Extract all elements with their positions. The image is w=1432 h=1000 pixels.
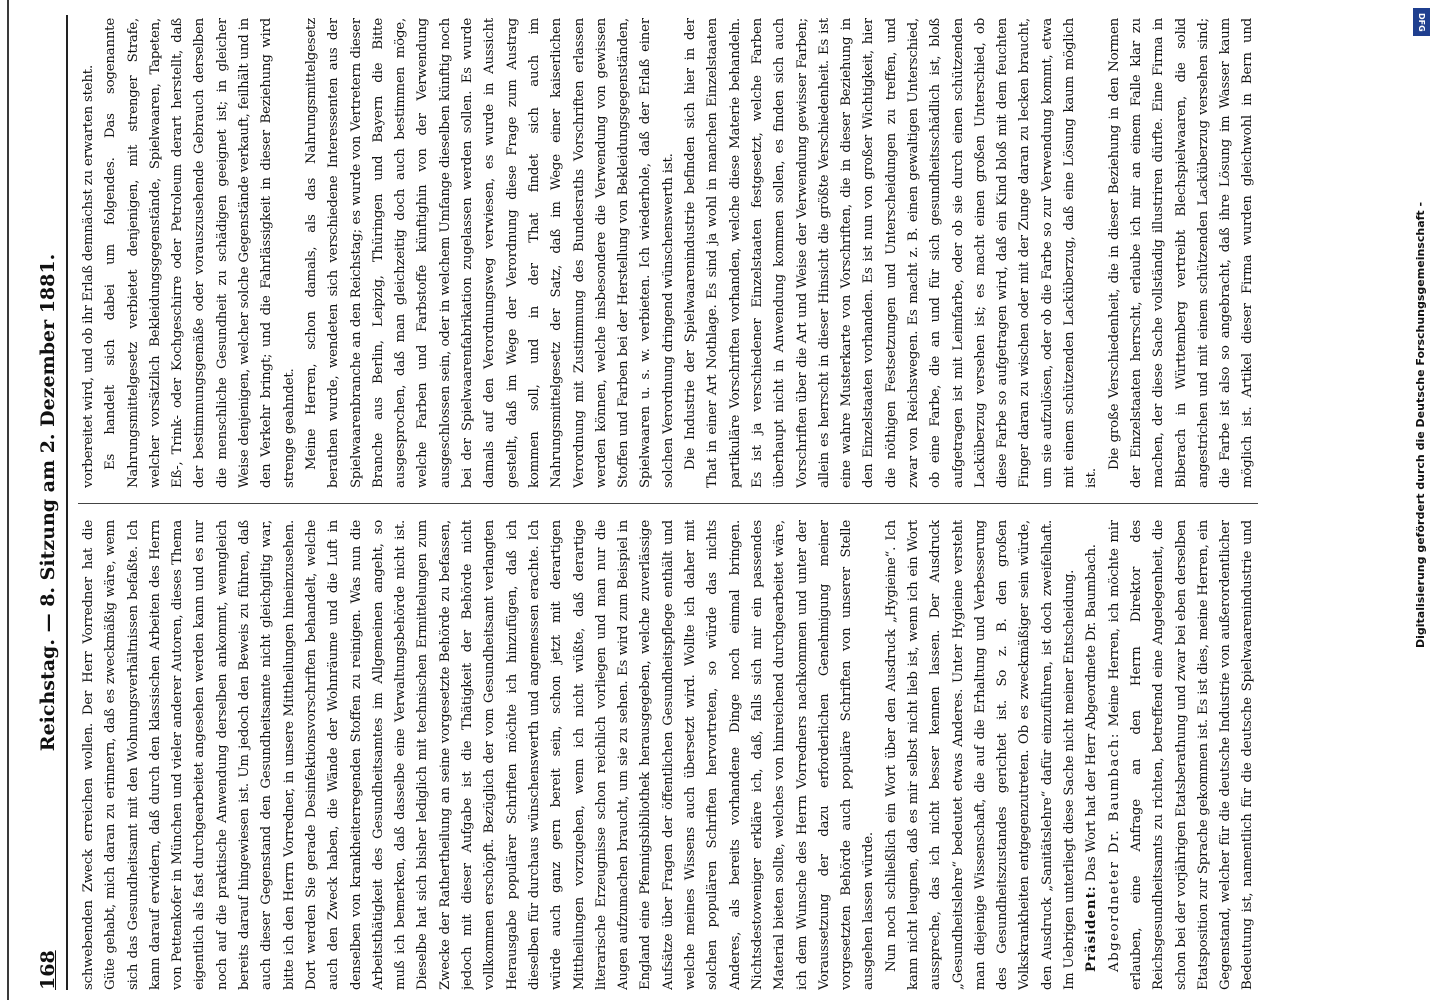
running-title: Reichstag. — 8. Sitzung am 2. Dezember 1881.	[37, 253, 59, 752]
scan-border	[7, 0, 9, 1000]
speaker-label: Abgeordneter Dr. Baumbach:	[1106, 732, 1122, 972]
right-column	[78, 18, 1258, 488]
paragraph: Meine Herren, schon damals, als das Nahrungsmittelgesetz berathen wurde, wendeten sich verschiedene Interessenten aus der Spielwaarenbranche an den Reichstag; es wurde von Vertretern dieser Branche aus Berlin, Leipzig, Thüringen und Bayern die Bitte ausgesprochen, daß man gleichzeitig doch auch bestimmen möge, welche Farben und Farbstoffe künftighin von der Verwendung ausgeschlossen sein, oder in welchem Umfange dieselben künftig noch bei der Spielwaarenfabrikation zugelassen werden sollen. Es wurde damals auf den Verordnungsweg verwiesen, es wurde in Aussicht gestellt, daß im Wege der Verordnung diese Frage zum Austrag kommen soll, und in der That findet sich auch im Nahrungsmittelgesetz der Satz, daß im Wege einer kaiserlichen Verordnung mit Zustimmung des Bundesraths Vorschriften erlassen werden können, welche insbesondere die Verwendung von gewissen Stoffen und Farben bei der Herstellung von Bekleidungsgegenständen, Spielwaaren u. s. w. verbieten. Ich wiederhole, daß der Erlaß einer solchen Verordnung dringend wünschenswerth ist.	[303, 18, 676, 488]
credit-text: Digitalisierung gefördert durch die Deutsche Forschungsgemeinschaft -	[1414, 201, 1427, 648]
rotated-document-page	[30, 15, 1400, 990]
page-header	[30, 15, 68, 990]
speech-text: Das Wort hat der Herr Abgeordnete Dr. Baumbach.	[1084, 544, 1100, 882]
speech-text: Meine Herren, ich möchte mir erlauben, eine Anfrage an den Herrn Direktor des Reichsgesundheitsamts zu richten, betreffend eine Angelegenheit, die schon bei der vorjährigen Etatsberathung und zwar bei eben derselben Etatsposition zur Sprache gekommen ist. Es ist dies, meine Herren, ein Gegenstand, welcher für die deutsche Industrie von außerordentlicher Bedeutung ist, namentlich für die deutsche Spielwaarenindustrie und	[1106, 520, 1256, 990]
page-number: 168	[37, 950, 59, 990]
text-columns	[78, 15, 1258, 990]
paragraph: Die Industrie der Spielwaarenindustrie befinden sich hier in der That in einer Art Nothlage. Es sind ja wohl in manchen Einzelstaaten partikuläre Vorschriften vorhanden, welche diese Materie behandeln. Es ist ja verschiedener Einzelstaaten festgesetzt, welche Farben überhaupt nicht in Anwendung kommen sollen, es finden sich auch Vorschriften über die Art und Weise der Verwendung gewisser Farben; allein es herrscht in dieser Hinsicht die größte Verschiedenheit. Es ist eine wahre Musterkarte von Vorschriften, die in dieser Beziehung in den Einzelstaaten vorhanden. Es ist nun von großer Wichtigkeit, hier die nöthigen Festsetzungen und Unterscheidungen zu treffen, und zwar von Reichswegen. Es macht z. B. einen gewaltigen Unterschied, ob eine Farbe, die an und für sich gesundheitsschädlich ist, bloß aufgetragen ist mit Leimfarbe, oder ob sie durch einen schützenden Lacküberzug versehen ist; es macht einen großen Unterschied, ob diese Farbe so aufgetragen wird, daß ein Kind bloß mit dem feuchten Finger daran zu wischen oder mit der Zunge daran zu lecken braucht, um sie aufzulösen, oder ob die Farbe so zur Verwendung kommt, etwa mit einem schützenden Lacküberzug, daß eine Lösung kaum möglich ist.	[683, 18, 1100, 488]
dfg-logo: DFG	[1413, 8, 1430, 36]
paragraph: Nun noch schließlich ein Wort über den Ausdruck „Hygieine“. Ich kann nicht leugnen, daß es mir selbst nicht lieb ist, wenn ich ein Wort ausspreche, das ich nicht besser kennen lassen. Der Ausdruck „Gesundheitslehre“ bedeutet etwas Anderes. Unter Hygieine versteht man diejenige Wissenschaft, die auf die Erhaltung und Verbesserung des Gesundheitszustandes gerichtet ist. So z. B. den großen Volkskrankheiten entgegenzutreten. Ob es zweckmäßiger sein würde, den Ausdruck „Sanitätslehre“ dafür einzuführen, ist doch zweifelhaft. Im Uebrigen unterliegt diese Sache nicht meiner Entscheidung.	[883, 520, 1078, 990]
paragraph: Es handelt sich dabei um folgendes. Das sogenannte Nahrungsmittelgesetz verbietet denjenigen, mit strenger Strafe, welcher vorsätzlich Bekleidungsgegenstände, Spielwaaren, Tapeten, Eß-, Trink- oder Kochgeschirre oder Petroleum derart herstellt, daß der bestimmungsgemäße oder vorauszusehende Gebrauch derselben die menschliche Gesundheit zu schädigen geeignet ist; in gleicher Weise denjenigen, welcher solche Gegenstände verkauft, feilhält und in den Verkehr bringt; und die Fahrlässigkeit in dieser Beziehung wird strenge geahndet.	[103, 18, 297, 488]
digitization-credit	[1412, 8, 1430, 648]
paragraph: schwebenden Zweck erreichen wollen. Der Herr Vorredner hat die Güte gehabt, mich daran zu erinnern, daß es zweckmäßig wäre, wenn sich das Gesundheitsamt mit den Wohnungsverhältnissen befaßte. Ich kann darauf erwidern, daß durch den klassischen Arbeiten des Herrn von Pettenkofer in München und vieler anderer Autoren, dieses Thema eigentlich als fast durchgearbeitet angesehen werden kann und es nur noch auf die praktische Anwendung derselben ankommt, wenngleich bereits darauf hingewiesen ist. Um jedoch den Beweis zu führen, daß auch dieser Gegenstand den Gesundheitsamte nicht gleichgiltig war, bitte ich den Herrn Vorredner, in unsere Mittheilungen hineinzusehen. Dort werden Sie gerade Desinfektionsvorschriften behandelt, welche auch den Zweck haben, die Wände der Wohnräume und die Luft in denselben von krankheiterregenden Stoffen zu reinigen. Was nun die Arbeitsthätigkeit des Gesundheitsamtes im Allgemeinen angeht, so muß ich bemerken, daß dasselbe eine Verwaltungsbehörde nicht ist. Dieselbe hat sich bisher lediglich mit technischen Ermittelungen zum Zwecke der Rathertheilung an seine vorgesetzte Behörde zu befassen, jedoch mit dieser Aufgabe ist die Thätigkeit der Behörde nicht vollkommen erschöpft. Bezüglich der vom Gesundheitsamt verlangten Herausgabe populärer Schriften möchte ich hinzufügen, daß ich dieselben für durchaus wünschenswerth und angemessen erachte. Ich würde auch ganz gern bereit sein, schon jetzt mit derartigen Mittheilungen vorzugehen, wenn ich nicht wüßte, daß derartige literarische Erzeugnisse schon reichlich vorliegen und man nur die Augen aufzumachen braucht, um sie zu sehen. Es wird zum Beispiel in England eine Pfennigsbibliothek herausgegeben, welche zuverlässige Aufsätze über Fragen der öffentlichen Gesundheitspflege enthält und welche meines Wissens auch übersetzt wird. Wollte ich daher mit solchen populären Schriften hervortreten, so würde das nichts Anderes, als bereits vorhandene Dinge noch einmal bringen. Nichtsdestoweniger erkläre ich, daß, falls sich mir ein passendes Material bieten sollte, welches von hinreichend durchgearbeitet wäre, ich dem Wunsche des Herrn Vorredners nachkommen und unter der Voraussetzung der dazu erforderlichen Genehmigung meiner vorgesetzten Behörde auch populäre Schriften von unserer Stelle ausgehen lassen würde.	[81, 520, 877, 990]
paragraph	[1081, 520, 1103, 990]
paragraph: vorbereitet wird, und ob ihr Erlaß demnächst zu erwarten steht.	[81, 65, 96, 488]
paragraph: Die große Verschiedenheit, die in dieser Beziehung in den Normen der Einzelstaaten herrscht, erlaube ich mir an einem Falle klar zu machen, der diese Sache vollständig illustriren dürfte. Eine Firma in Biberach in Württemberg vertreibt Blechspielwaaren, die solid angestrichen und mit einem schützenden Lacküberzug versehen sind; die Farbe ist also so angebracht, daß ihre Lösung im Wasser kaum möglich ist. Artikel dieser Firma wurden gleichwohl in Bern und	[1106, 18, 1256, 488]
left-column	[78, 520, 1258, 990]
column-divider	[78, 503, 1258, 504]
speaker-label: Präsident:	[1084, 885, 1100, 972]
paragraph	[1104, 520, 1258, 990]
